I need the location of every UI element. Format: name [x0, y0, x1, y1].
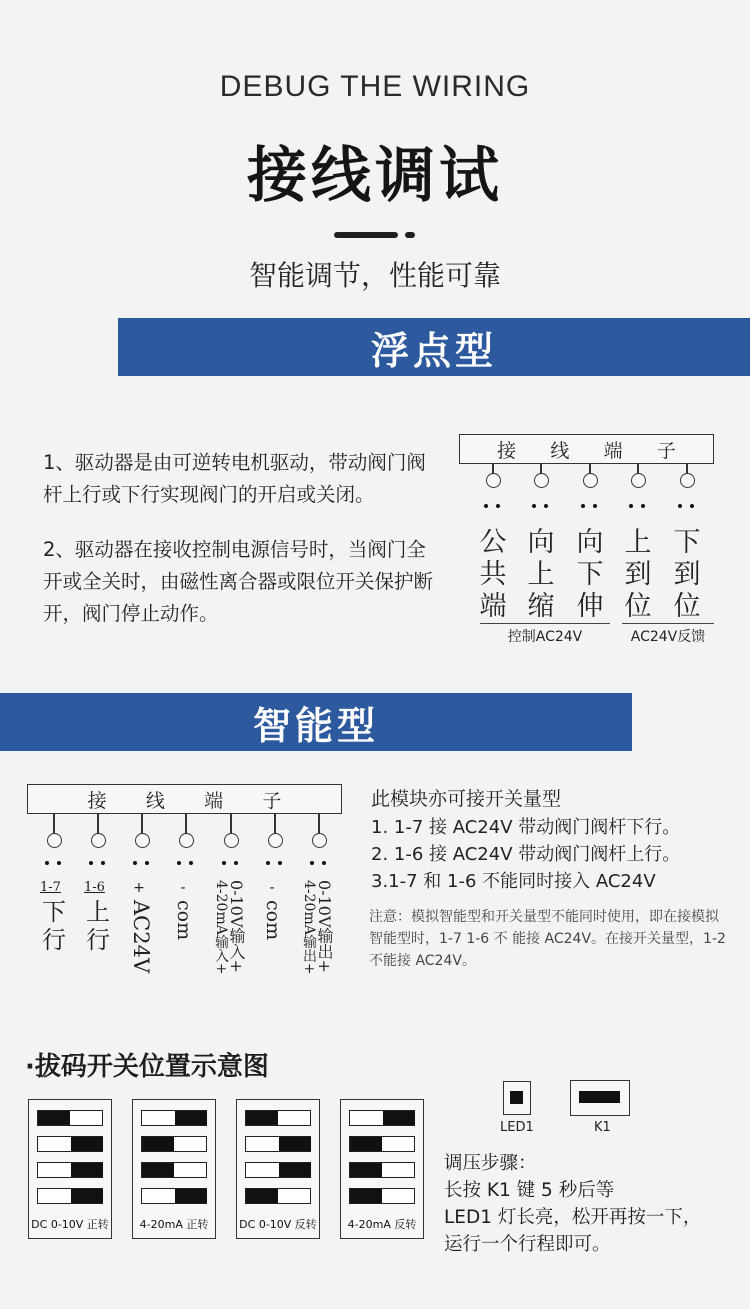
terminal-dot: [581, 504, 585, 508]
terminal-label: 下到位: [673, 527, 701, 622]
k1-label: K1: [594, 1120, 611, 1135]
terminal-circle: [179, 833, 194, 848]
terminal-dot: [177, 861, 181, 865]
dip-switch-row: [37, 1110, 103, 1126]
dip-switch-diagram: [28, 1099, 112, 1239]
terminal-dot: [310, 861, 314, 865]
dip-switch-knob: [279, 1163, 311, 1177]
terminal-connector: [141, 814, 143, 834]
terminal-circle: [583, 473, 598, 488]
title-divider: [334, 232, 398, 238]
dip-switch-knob: [71, 1163, 103, 1177]
terminal-circle: [224, 833, 239, 848]
adjust-line-2: LED1 灯长亮，松开再按一下，: [444, 1207, 702, 1228]
dip-switch-knob: [71, 1137, 103, 1151]
terminal-connector: [53, 814, 55, 834]
dip-switch-row: [245, 1188, 311, 1204]
english-title: DEBUG THE WIRING: [219, 70, 531, 103]
terminal-sign: +: [133, 880, 145, 896]
terminal-number: 1-6: [84, 880, 105, 895]
terminal-label: 公共端: [479, 527, 507, 622]
dip-switch-row: [349, 1110, 415, 1126]
feedback-bracket-label: AC24V反馈: [630, 629, 706, 645]
chinese-title: 接线调试: [247, 141, 503, 211]
dip-switch-row: [349, 1162, 415, 1178]
terminal-dot: [593, 504, 597, 508]
smart-type-banner: 智能型: [0, 693, 632, 751]
terminal-dot: [89, 861, 93, 865]
smart-terminal-header: [27, 784, 342, 814]
terminal-dot: [678, 504, 682, 508]
dip-switch-row: [141, 1110, 207, 1126]
dip-switch-knob: [383, 1111, 415, 1125]
terminal-label-main: 0-10V输出+: [315, 880, 334, 973]
dip-switch-knob: [350, 1163, 382, 1177]
terminal-number: 1-7: [40, 880, 61, 895]
dip-switch-caption: DC 0-10V 反转: [239, 1218, 317, 1231]
title-divider-dot: [405, 232, 415, 238]
terminal-dot: [629, 504, 633, 508]
floating-description-1: 1、驱动器是由可逆转电机驱动，带动阀门阀杆上行或下行实现阀门的开启或关闭。: [43, 451, 426, 506]
dip-switch-caption: 4-20mA 正转: [139, 1218, 209, 1231]
floating-terminal-header: [459, 434, 714, 464]
terminal-dot: [234, 861, 238, 865]
terminal-label-main: 0-10V输入+: [227, 880, 246, 973]
terminal-dot: [222, 861, 226, 865]
dip-switch-diagram: [340, 1099, 424, 1239]
terminal-circle: [534, 473, 549, 488]
usage-note: 注意：模拟智能型和开关量型不能同时使用，即在接模拟智能型时，1-7 1-6 不 能接 AC24V。在接开关量型，1-2 不能接 AC24V。: [369, 909, 726, 969]
dip-switch-row: [141, 1188, 207, 1204]
terminal-label: 向上缩: [527, 527, 555, 622]
terminal-label-sub: 4-20mA输出+: [301, 880, 317, 975]
slogan: 智能调节，性能可靠: [248, 259, 501, 292]
dip-switch-title: ·拔码开关位置示意图: [25, 1052, 269, 1082]
rule-2: 2. 1-6 接 AC24V 带动阀门阀杆上行。: [371, 844, 681, 865]
dip-switch-knob: [246, 1189, 278, 1203]
dip-switch-row: [245, 1136, 311, 1152]
terminal-connector: [274, 814, 276, 834]
dip-switch-row: [349, 1188, 415, 1204]
terminal-header-char: 端: [204, 789, 224, 812]
terminal-header-char: 线: [550, 439, 570, 462]
feedback-bracket: [622, 623, 714, 624]
terminal-dot: [101, 861, 105, 865]
terminal-label-sub: 4-20mA输入+: [213, 880, 229, 975]
dip-switch-caption: 4-20mA 反转: [347, 1218, 417, 1231]
dip-switch-knob: [142, 1163, 174, 1177]
dip-switch-knob: [350, 1137, 382, 1151]
dip-switch-row: [141, 1136, 207, 1152]
dip-switch-diagram: [236, 1099, 320, 1239]
control-bracket-label: 控制AC24V: [507, 629, 583, 645]
terminal-label: com: [173, 900, 195, 941]
terminal-label: 上到位: [624, 527, 652, 622]
adjust-title: 调压步骤：: [444, 1153, 537, 1174]
dip-switch-caption: DC 0-10V 正转: [31, 1218, 109, 1231]
rule-1: 1. 1-7 接 AC24V 带动阀门阀杆下行。: [371, 817, 681, 838]
terminal-dot: [532, 504, 536, 508]
terminal-connector: [185, 814, 187, 834]
dip-switch-row: [141, 1162, 207, 1178]
floating-type-banner: 浮点型: [118, 318, 750, 376]
terminal-header-char: 端: [603, 439, 623, 462]
terminal-circle: [312, 833, 327, 848]
terminal-dot: [133, 861, 137, 865]
terminal-header-char: 子: [262, 789, 282, 812]
terminal-circle: [47, 833, 62, 848]
led1-light: [510, 1091, 523, 1104]
control-bracket: [480, 623, 610, 624]
terminal-connector: [230, 814, 232, 834]
terminal-connector: [97, 814, 99, 834]
dip-switch-row: [37, 1136, 103, 1152]
dip-switch-knob: [175, 1189, 207, 1203]
terminal-header-char: 线: [145, 789, 165, 812]
terminal-header-char: 接: [87, 789, 107, 812]
dip-switch-knob: [175, 1111, 207, 1125]
terminal-dot: [322, 861, 326, 865]
dip-switch-knob: [142, 1137, 174, 1151]
dip-switch-row: [349, 1136, 415, 1152]
terminal-dot: [484, 504, 488, 508]
terminal-dot: [496, 504, 500, 508]
terminal-header-char: 子: [656, 439, 676, 462]
terminal-circle: [268, 833, 283, 848]
adjust-steps: [444, 1150, 701, 1258]
adjust-line-3: 运行一个行程即可。: [444, 1234, 611, 1255]
terminal-label: AC24V: [129, 900, 153, 974]
dip-switch-knob: [71, 1189, 103, 1203]
terminal-circle: [135, 833, 150, 848]
terminal-circle: [486, 473, 501, 488]
dip-switch-knob: [246, 1111, 278, 1125]
terminal-dot: [690, 504, 694, 508]
dip-switch-row: [245, 1110, 311, 1126]
terminal-dot: [266, 861, 270, 865]
terminal-sign: -: [180, 880, 186, 896]
module-title: 此模块亦可接开关量型: [371, 788, 562, 810]
terminal-label: 向下伸: [576, 527, 604, 622]
rule-3: 3.1-7 和 1-6 不能同时接入 AC24V: [371, 871, 656, 892]
terminal-connector: [318, 814, 320, 834]
terminal-label: com: [262, 900, 284, 941]
dip-switch-row: [37, 1162, 103, 1178]
terminal-dot: [145, 861, 149, 865]
terminal-circle: [631, 473, 646, 488]
terminal-dot: [544, 504, 548, 508]
led1-label: LED1: [500, 1120, 534, 1135]
terminal-dot: [641, 504, 645, 508]
dip-switch-knob: [279, 1137, 311, 1151]
k1-button: [570, 1080, 630, 1116]
terminal-dot: [45, 861, 49, 865]
dip-switch-row: [245, 1162, 311, 1178]
terminal-label: 下行: [42, 898, 66, 954]
terminal-dot: [278, 861, 282, 865]
terminal-dot: [189, 861, 193, 865]
terminal-circle: [91, 833, 106, 848]
dip-switch-knob: [38, 1111, 70, 1125]
terminal-label: 上行: [86, 898, 110, 954]
k1-key: [579, 1091, 620, 1103]
terminal-circle: [680, 473, 695, 488]
led1-indicator: [503, 1081, 531, 1115]
terminal-header-char: 接: [497, 439, 517, 462]
adjust-line-1: 长按 K1 键 5 秒后等: [444, 1180, 615, 1201]
floating-description-2: 2、驱动器在接收控制电源信号时，当阀门全开或全关时，由磁性离合器或限位开关保护断开，阀门停止动作。: [43, 538, 434, 625]
terminal-sign: -: [269, 880, 275, 896]
dip-switch-diagram: [132, 1099, 216, 1239]
dip-switch-knob: [350, 1189, 382, 1203]
terminal-dot: [57, 861, 61, 865]
dip-switch-row: [37, 1188, 103, 1204]
